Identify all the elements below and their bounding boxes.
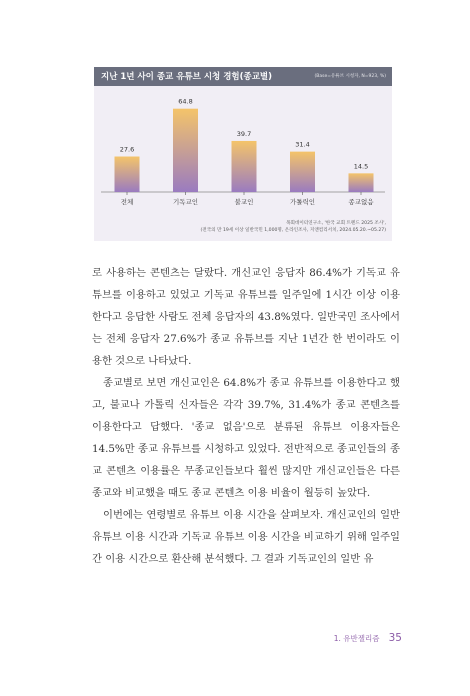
category-label-3: 불교인 — [234, 198, 254, 206]
chart-figure — [94, 67, 392, 241]
bar-value-label-1: 27.6 — [119, 145, 135, 154]
paragraph-3: 이번에는 연령별로 유튜브 이용 시간을 살펴보자. 개신교인의 일반 유튜브 이용 시간과 기독교 유튜브 이용 시간을 비교하기 위해 일주일간 이용 시간으로 환산해 분석했다. 그 결과 기독교인의 일반 유 — [92, 509, 400, 565]
chart-source-line-1: 목회데이터연구소, '한국 교회 트렌드 2025 조사', — [286, 221, 386, 226]
bar-value-label-3: 39.7 — [236, 129, 252, 138]
bar-chart — [94, 86, 392, 241]
paragraph-1: 로 사용하는 콘텐츠는 달랐다. 개신교인 응답자 86.4%가 기독교 유튜브를 이용하고 있었고 기독교 유튜브를 일주일에 1시간 이상 이용한다고 응답한 사람도 전체 응답자의 43.8%였다. 일반국민 조사에서는 전체 응답자 27.6%가 종교 유튜브를 지난 1년간 한 번이라도 이용한 것으로 나타났다. — [92, 267, 400, 367]
chart-header — [94, 67, 392, 86]
bar-5 — [349, 173, 374, 192]
paragraph-2: 종교별로 보면 개신교인은 64.8%가 종교 유튜브를 이용한다고 했고, 불교나 가톨릭 신자들은 각각 39.7%, 31.4%가 종교 콘텐츠를 이용한다고 답했다. '종교 없음'으로 분류된 유튜브 이용자들은 14.5%만 종교 유튜브를 시청하고 있었다. 전반적으로 종교인들의 종교 콘텐츠 이용률은 무종교인들보다 훨씬 많지만 개신교인들은 다른 종교와 비교했을 때도 종교 콘텐츠 이용 비율이 월등히 높았다. — [92, 377, 400, 499]
bar-value-label-4: 31.4 — [295, 140, 310, 149]
bar-value-label-5: 14.5 — [353, 162, 369, 171]
bar-4 — [290, 152, 315, 192]
category-label-4: 가톨릭인 — [289, 198, 316, 206]
category-label-5: 종교없음 — [348, 198, 374, 206]
bar-value-label-2: 64.8 — [178, 97, 193, 106]
bar-2 — [173, 109, 198, 192]
chart-title: 지난 1년 사이 종교 유튜브 시청 경험(종교별) — [101, 72, 273, 82]
bar-3 — [232, 141, 257, 192]
chart-base-note: (Base=유튜브 시청자, N=923, %) — [314, 74, 386, 79]
page-number: 35 — [388, 632, 402, 644]
body-text — [92, 262, 400, 570]
bar-1 — [115, 157, 140, 192]
category-label-2: 기독교인 — [172, 198, 199, 206]
chart-source-line-2: (전국의 만 19세 이상 일반국민 1,000명, 온라인조사, 지앤컴리서치, 2024.05.20.~05.27) — [200, 228, 386, 233]
category-label-1: 전체 — [120, 198, 134, 206]
chapter-label: 1. 유반젤리즘 — [333, 634, 380, 643]
page-footer — [334, 626, 402, 645]
